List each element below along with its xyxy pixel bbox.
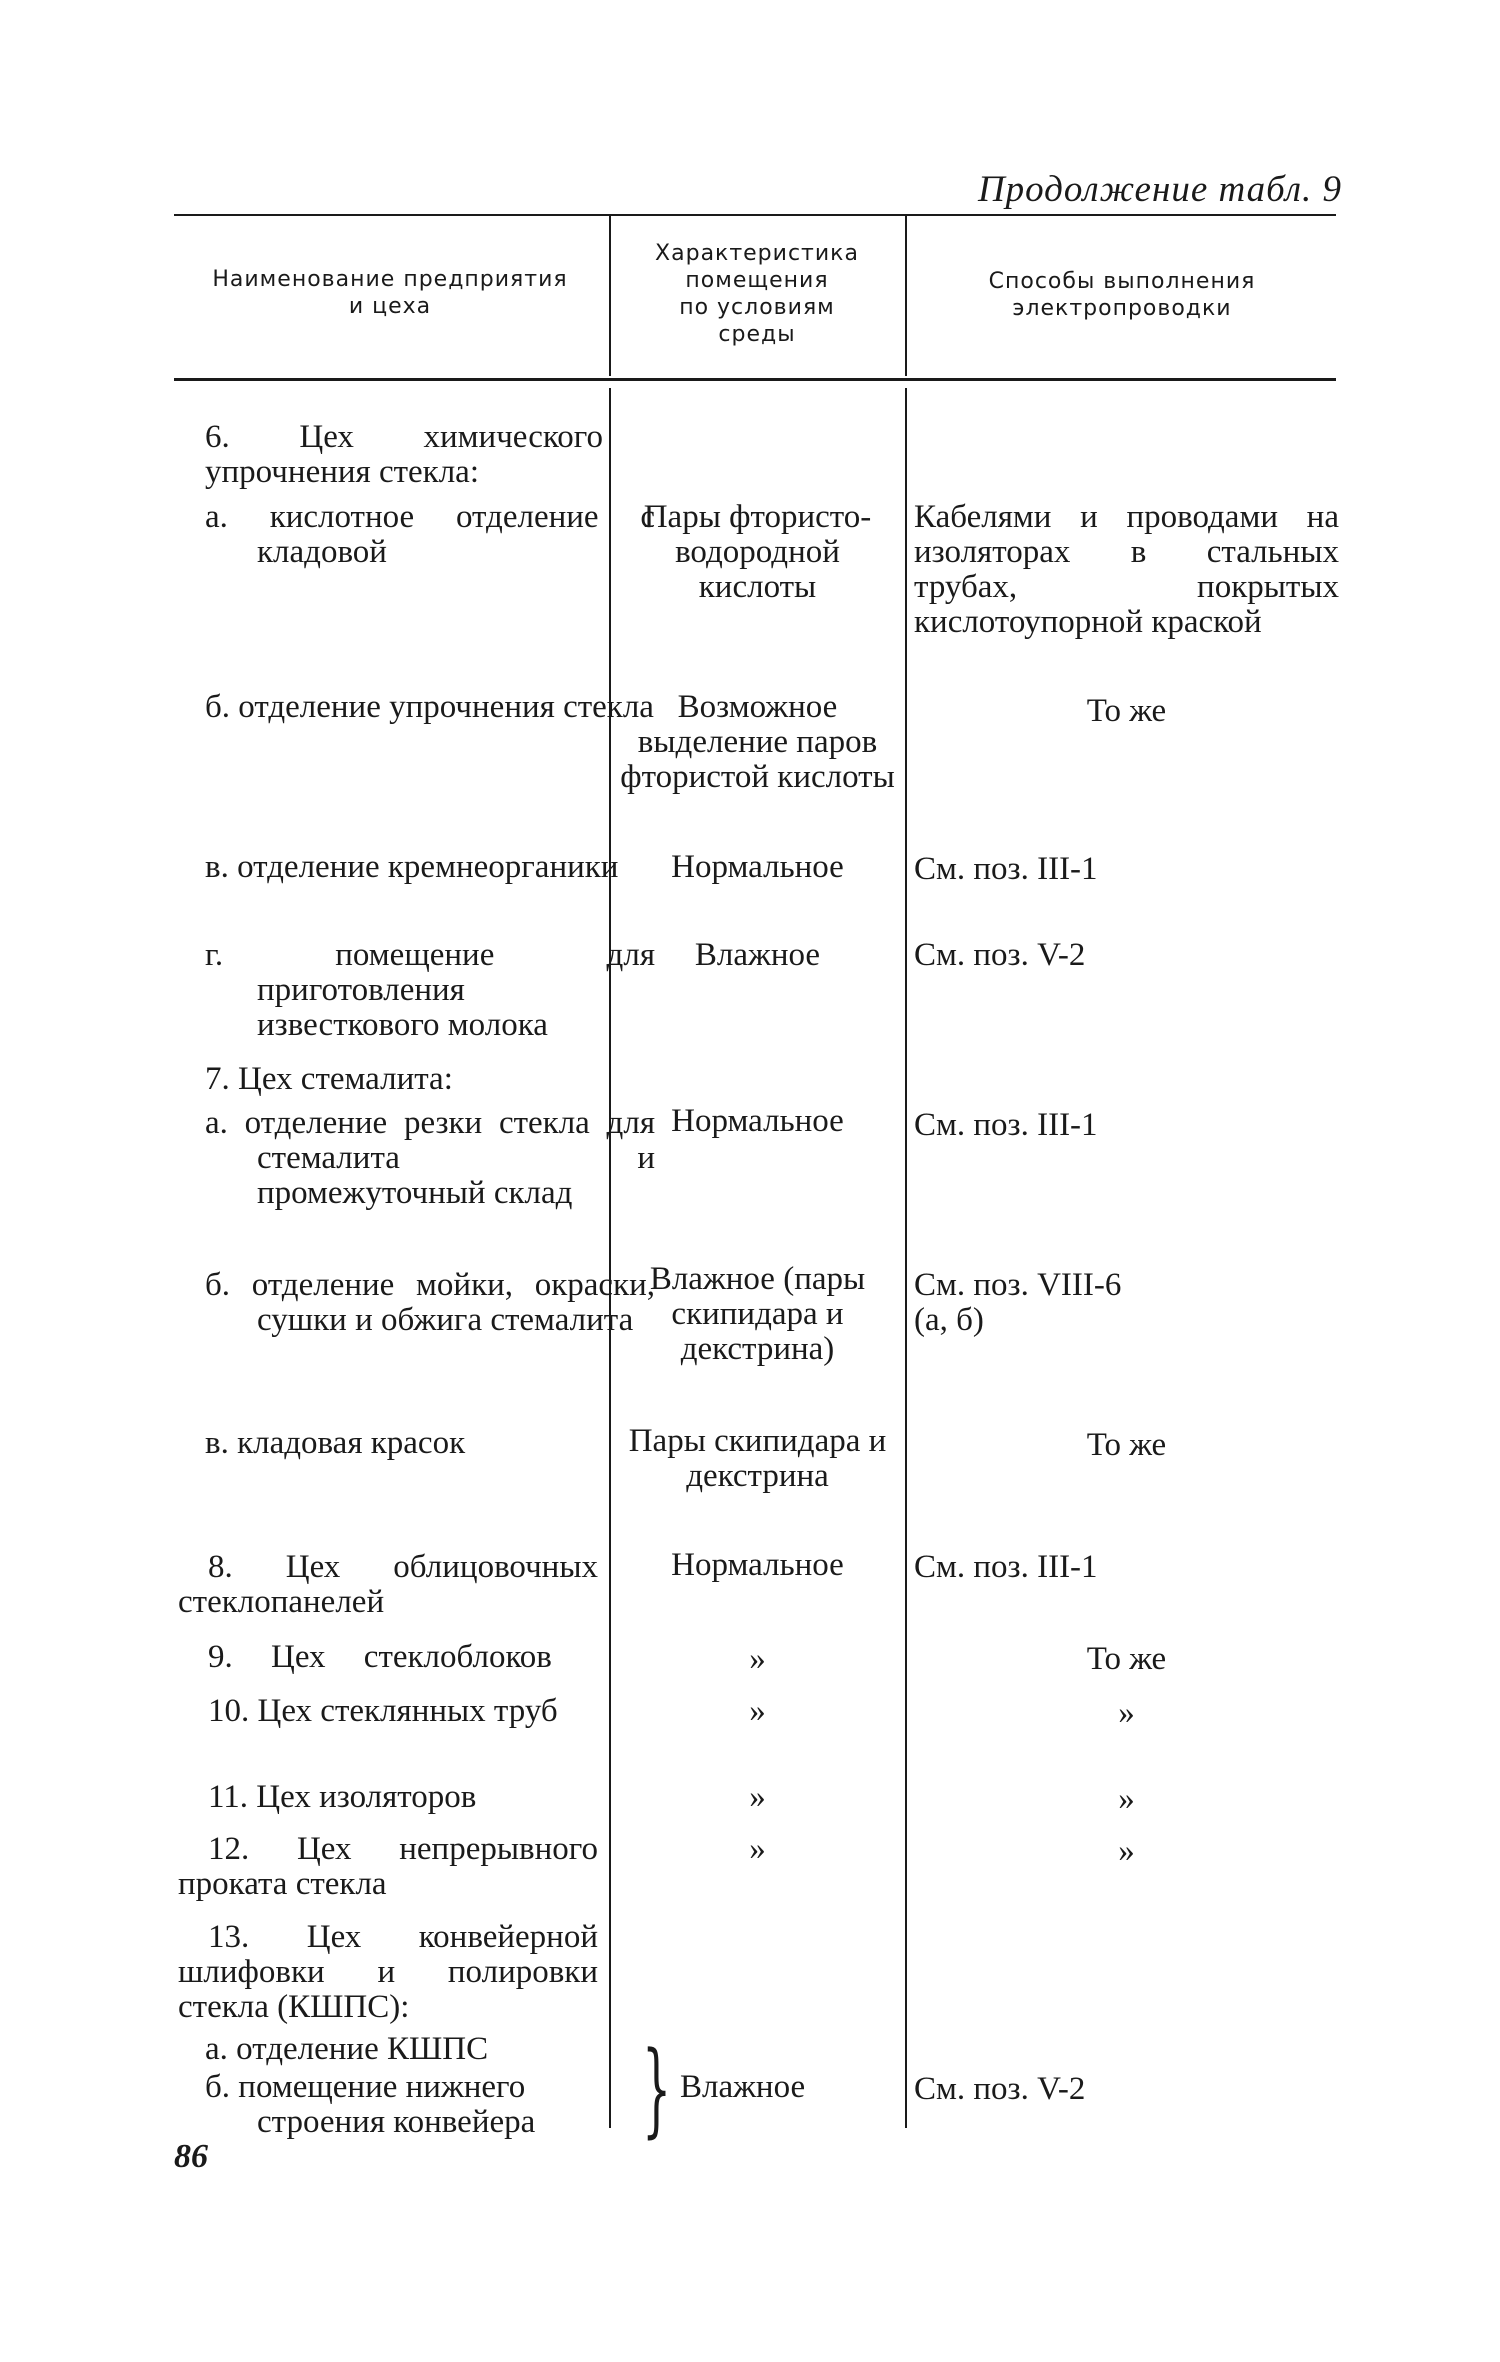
- header-col-enterprise: Наименование предприятия и цеха: [212, 267, 568, 319]
- row-env-7b: Влажное (пары скипидара и декстрина): [649, 1261, 866, 1367]
- row-env-6v: Нормальное: [671, 849, 844, 885]
- row-name-7: 7. Цех стемалита:: [205, 1061, 453, 1097]
- row-name-10: 10. Цех стеклянных труб: [208, 1693, 558, 1729]
- row-name-6a: а. кислотное отделение с кладовой: [205, 499, 655, 570]
- row-method-6b: То же: [1086, 693, 1167, 729]
- header-bottom-rule: [174, 378, 1336, 381]
- row-name-8: 8. Цех облицовочных стеклопанелей: [178, 1549, 598, 1620]
- row-name-9: 9. Цех стеклоблоков: [208, 1639, 552, 1675]
- header-col-environment: Характеристика помещения по условиям среды: [655, 241, 859, 347]
- row-env-13ab: Влажное: [680, 2069, 806, 2105]
- row-method-9: То же: [1086, 1641, 1167, 1677]
- row-method-7v: То же: [1086, 1427, 1167, 1463]
- row-env-8: Нормальное: [671, 1547, 844, 1583]
- row-name-11: 11. Цех изоляторов: [208, 1779, 477, 1815]
- table-continuation-caption: Продолжение табл. 9: [977, 169, 1342, 210]
- page-number: 86: [174, 2138, 208, 2175]
- row-name-12: 12. Цех непрерывного проката стекла: [178, 1831, 598, 1902]
- row-name-7a: а. отделение резки стекла для стемалита и промежуточный склад: [205, 1105, 655, 1211]
- header-divider-1: [609, 216, 611, 376]
- row-method-6a: Кабелями и проводами на изоляторах в стальных трубах, покрытых кислотоупорной краской: [914, 499, 1339, 640]
- row-env-10: »: [749, 1693, 766, 1729]
- header-divider-2: [905, 216, 907, 376]
- row-env-6b: Возможное выделение паров фтористой кислоты: [620, 689, 895, 795]
- header-col-wiring-method: Способы выполнения электропроводки: [988, 269, 1256, 321]
- row-method-6g: См. поз. V-2: [914, 937, 1086, 973]
- row-method-6v: См. поз. III-1: [914, 851, 1098, 887]
- row-method-7a: См. поз. III-1: [914, 1107, 1098, 1143]
- row-method-7b: См. поз. VIII-6 (а, б): [914, 1267, 1122, 1338]
- row-method-8: См. поз. III-1: [914, 1549, 1098, 1585]
- row-method-10: »: [1118, 1695, 1135, 1731]
- body-divider-2: [905, 388, 907, 2128]
- row-name-13a: а. отделение КШПС: [205, 2031, 489, 2067]
- row-name-7v: в. кладовая красок: [205, 1425, 466, 1461]
- row-method-11: »: [1118, 1781, 1135, 1817]
- row-name-6b: б. отделение упрочнения стекла: [205, 689, 654, 725]
- row-name-13b: б. помещение нижнего строения конвейера: [205, 2069, 536, 2140]
- row-env-6g: Влажное: [694, 937, 821, 973]
- table-top-rule: [174, 214, 1336, 216]
- row-env-12: »: [749, 1831, 766, 1867]
- row-env-6a: Пары фтористо-водородной кислоты: [643, 499, 872, 605]
- row-method-13ab: См. поз. V-2: [914, 2071, 1086, 2107]
- body-divider-1: [609, 388, 611, 2128]
- row-name-6g: г. помещение для приготовления известкового молока: [205, 937, 655, 1043]
- row-method-12: »: [1118, 1833, 1135, 1869]
- row-env-7a: Нормальное: [671, 1103, 844, 1139]
- row-name-7b: б. отделение мойки, окраски, сушки и обжига стемалита: [205, 1267, 655, 1338]
- brace-grouping: }: [642, 2030, 672, 2149]
- row-name-13: 13. Цех конвейерной шлифовки и полировки стекла (КШПС):: [178, 1919, 598, 2025]
- row-env-9: »: [749, 1641, 766, 1677]
- row-name-6v: в. отделение кремнеорганики: [205, 849, 619, 885]
- row-name-6: 6. Цех химического упрочнения стекла:: [205, 419, 603, 490]
- row-env-11: »: [749, 1779, 766, 1815]
- row-env-7v: Пары скипидара и декстрина: [628, 1423, 887, 1494]
